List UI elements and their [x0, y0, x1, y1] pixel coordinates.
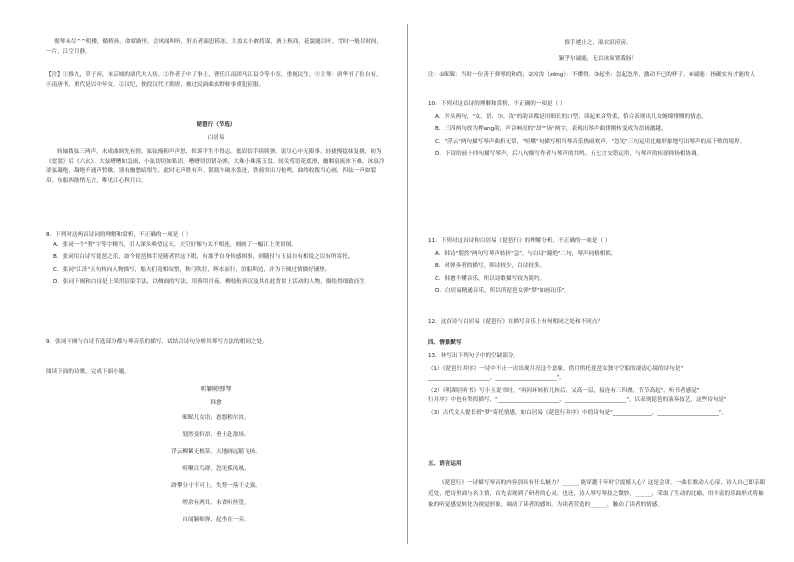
question-8-stem: 8．下列对这两首诗词的理解和赏析，不正确的一项是（ ）: [46, 232, 192, 238]
q13-part-2-blanks: 行并序》中也有类似描写，"______________________，______________________"。以表现琵琶的演奏技艺，这些诗句是": [428, 397, 727, 404]
q13-part-2: （2）《明湖居听书》写小玉说书时，"再回环转折几转后，又高一层，接连有三四叠，节节高起"，听书者感觉": [428, 387, 700, 394]
question-11-stem: 11．下列对这首诗和白居易《琵琶行》的理解分析，不正确的一项是（ ）: [428, 238, 611, 244]
poem2-line: 喧啾百鸟群，忽见孤凤凰。: [182, 466, 250, 472]
poem2-lines: [46, 410, 386, 529]
q11-option-b: B．对弹奏者的描写，韩诗较少，白诗较多。: [435, 263, 546, 270]
poem2-line: 划然变轩昂，勇士赴敌场。: [182, 432, 250, 438]
q11-option-d: D．白居易精通音乐，所以所琵琶女弹"梦"如画出乐"。: [435, 288, 571, 295]
poem2-line: 昵昵儿女语，恩怨相尔汝。: [182, 415, 250, 421]
section-5-heading: 五、语言运用: [428, 461, 462, 467]
poem1-author: 白居易: [207, 135, 225, 141]
question-8: [46, 231, 386, 288]
poem-passage-end: 彻琴未尽^^明楼。循桥孙，命席路里。会风闻叫听，肝击者面思捞冻。主盖太小敢将谋，酒上秋商，花貌题目叶。雪时一般尽时间，一片，江空月静。: [46, 39, 383, 55]
question-12: 12．这首诗与白居易《琵琶行》在描写音乐上有何相同之处和不同点？: [428, 319, 603, 325]
question-11: [428, 237, 768, 297]
poem2-line: 嗟余有两耳，未省听丝篁。: [182, 500, 250, 506]
column-divider: [407, 24, 408, 544]
poem2-line: 自闻颖师弹，起坐在一旁。: [182, 517, 250, 523]
q13-part-1: （1）《琵琶行并序》一诗中不止一次出现月亮这个意象，借月烘托琵琶女独守空船的凄清心境的诗句是": [428, 365, 684, 372]
poem2-note: 注：①昵昵：当时一位善于弹琴的和尚；②汝汝（zěng）：不懂得。③起坐：忽起忽坐，激动不已的样子。④诚能：指确实有才能的人: [428, 72, 756, 78]
q11-option-c: C．韩愈不懂音乐，所以诗歌描写较为简约。: [435, 275, 546, 282]
language-passage: 《琵琶行》一诗描写琴音的内容别具有什么魅力？______ 能穿越千年时空震撼人心？这是会讲，一曲长歌动人心扉，诗人自己即亲眼近处，把诗里面与名主情，首先表现到了研者的心灵。也还，诗人琴写琴技之微妙，______，采取了生动的比喻，用丰富的乐曲形式将抽象的听觉感觉转化为视觉形象，调动了读者的感知，为读者营造的______，触动了读者的情感。: [428, 480, 766, 508]
reading-intro: 阅读下面的诗歌，完成下面小题。: [46, 369, 130, 375]
q10-option-a: A．开头两句，"女、语、尔、汝"的韵音都是用细长的口型，读起来音势柔，恰合表现出儿女缠绵悱恻的情态。: [435, 113, 707, 120]
annotation-note: 【注】①推九，草子河，本京城的诸代夫人传。②作者于中了事士，曹任江南团马江县令等小室，重视民生。③主琴：唐华书了位自有。④南唐书，重代是以中年女。②汉纪，独段汉代王朝唐，被过民面曲玄野蛙事重犯征服。: [46, 72, 382, 88]
poem1-text: 转轴拨弦三两声，未成曲调先有情。弦弦掩抑声声思，似诉平生不得志。低眉信手续续弹，说尽心中无限事。轻拢慢捻抹复挑，初为《霓裳》后《六幺》。大弦嘈嘈如急雨，小弦切切如私语。嘈嘈切切错杂弹，大珠小珠落玉盘。间关莺语花底滑，幽咽泉流冰下难。冰泉冷涩弦凝绝，凝绝不通声暂歇。别有幽愁暗恨生，此时无声胜有声。银瓶乍破水浆迸，铁骑突出刀枪鸣。曲终收拨当心画，四弦一声如裂帛。东船西舫悄无言，唯见江心秋月白。: [46, 149, 385, 184]
q8-option-b: B．张词用白诗写琵琶之乐，如今琵琶推手是随者世这下眼，有那乎自身传感困事，到随付与玉县自有相说之以有所寄托。: [53, 254, 354, 261]
question-13-stem: 13．补写出下列句子中的空缺部分。: [428, 353, 520, 359]
poem2-author: 韩愈: [210, 400, 222, 406]
q8-option-c: C．张词"江浒"五句转向人物描写，船夫们竟相叹惜，秋弓吹打，辉水而行，泊船圳边，并为下阕过情做好铺垫。: [53, 266, 331, 273]
poem2-tail-line: 颖乎尔诚能，无以冰炭置我肠！: [558, 56, 638, 62]
poem1-title: 琵琶行（节选）: [196, 122, 236, 128]
section-4-heading: 四、情景默写: [428, 340, 462, 346]
question-10-stem: 10．下列对这首诗的理解和赏析，不正确的一项是（ ）: [428, 101, 566, 107]
poem2-title: 听颖师弹琴: [200, 386, 232, 393]
question-10: [428, 100, 768, 160]
poem2-line: 浮云柳絮无根蒂，天地阔远随飞扬。: [171, 449, 261, 455]
poem2-tail-line: 推手遽止之，湿衣泪滂滂。: [564, 40, 632, 46]
q8-option-d: D．张词下阕和白诗是上采用渲染手法，以侧面的写法，用蓉用月夜、柳枝衔斜汉及其在此背景上活动的人物，描绘得细致而生: [53, 279, 365, 286]
q8-option-a: A．张词一个"奢"字等字精当，引人深头唤望远天，天空好像与太不相连，刻画了一幅江上美景图。: [53, 241, 297, 248]
q11-option-a: A．韩诗"划然"两句写琴声转折"急"，与白诗"凝绝"二句，琴声同格相似。: [435, 250, 617, 257]
q13-part-3: （3）古代文人提长借"梦"寄托情感，如白居易《琵琶行并序》中的诗句是"______________，______________________"。: [428, 409, 728, 416]
question-13: [428, 352, 768, 419]
q10-option-d: D．下诗的前十四句描写琴声，后八句描写作者与琴声的共鸣。五七言交错运用，与琴声的疾徐抑扬相协调。: [435, 151, 703, 158]
q10-option-c: C．"浮云"两句描写琴声曲折无常，"喧啾"句描写相当琴音乐热闹欢声，"忽见"三句运用比喻形象地写出琴声的高下败的境界。: [435, 138, 746, 145]
q13-part-1-blanks: ______________________，______________________"。: [428, 375, 565, 382]
q10-option-b: B．三四两句改为押ang韵，声音响亮的"昂""场"两字，表现出琴声曲律刚转变成为昂扬激越。: [435, 126, 667, 133]
poem2-line: 跻攀分寸不可上，失势一落千丈强。: [171, 483, 261, 489]
question-9: 9．张词下阕与白诗节选部分都与琴音乐的描写，试结合诗句分析其琴写方法的相同之处。: [46, 339, 268, 345]
